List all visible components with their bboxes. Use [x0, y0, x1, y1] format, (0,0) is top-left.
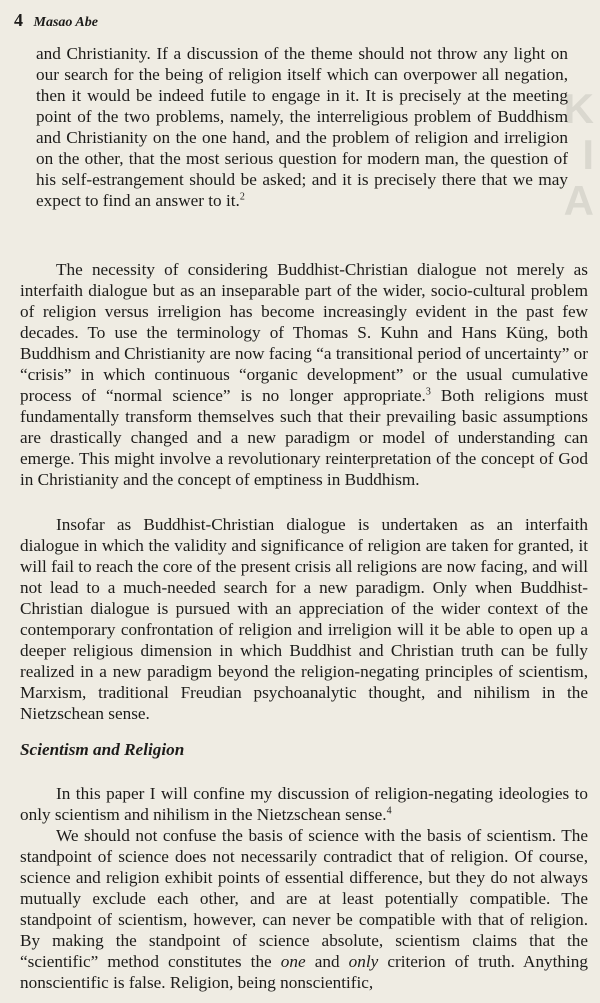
page-header — [14, 10, 98, 31]
paragraph-text-end: criterion of truth. Anything nonscientific is false. Religion, being nonscientific, — [20, 952, 588, 992]
paragraph-science-vs-scientism — [20, 825, 588, 993]
running-head-author: Masao Abe — [33, 15, 98, 30]
paragraph-text: In this paper I will confine my discussion of religion-negating ideologies to only scientism and nihilism in the Nietzschean sense. — [20, 784, 588, 824]
paragraph-paper-scope — [20, 783, 588, 825]
paragraph-insofar — [20, 514, 588, 724]
footnote-marker: 2 — [239, 191, 245, 203]
paragraph-text: Insofar as Buddhist-Christian dialogue is undertaken as an interfaith dialogue in which the validity and significance of religion are taken for granted, it will fail to reach the core of the present crisis all religions are now facing, and will not lead to a much-needed search for a new paradigm. Only when Buddhist-Christian dialogue is pursued with an appreciation of the wider context of the contemporary confrontation of religion and irreligion will it be able to open up a deeper religious dimension in which Buddhist and Christian truth can be fully realized in a new paradigm beyond the religion-negating principles of scientism, Marxism, traditional Freudian psychoanalytic thought, and nihilism in the Nietzschean sense. — [20, 515, 588, 723]
bleed-through-text: K I A — [563, 85, 594, 224]
emphasis-one: one — [280, 952, 306, 971]
page-number: 4 — [14, 10, 23, 30]
section-heading: Scientism and Religion — [20, 740, 185, 759]
paragraph-necessity — [20, 259, 588, 490]
block-quote — [36, 43, 568, 211]
paragraph-text: We should not confuse the basis of science with the basis of scientism. The standpoint of science does not necessarily contradict that of religion. Of course, science and religion exhibit points of essential difference, but they do not always mutually exclude each other, and are at least potentially compatible. The standpoint of scientism, however, can never be compatible with that of religion. By making the standpoint of science absolute, scientism claims that the “scientific” method constitutes the — [20, 826, 588, 971]
footnote-marker: 3 — [425, 386, 431, 398]
block-quote-text: and Christianity. If a discussion of the theme should not throw any light on our search for the being of religion itself which can overpower all negation, then it would be indeed futile to engage in it. It is precisely at the meeting point of the two problems, namely, the interreligious problem of Buddhism and Christianity on the one hand, and the problem of religion and irreligion on the other, that the most serious question for modern man, the question of his self-estrangement should be asked; and it is precisely there that we may expect to find an answer to it. — [36, 44, 568, 210]
paragraph-text: The necessity of considering Buddhist-Christian dialogue not merely as interfaith dialogue but as an inseparable part of the wider, socio-cultural problem of religion versus irreligion has become increasingly evident in the past few decades. To use the terminology of Thomas S. Kuhn and Hans Küng, both Buddhism and Christianity are now facing “a transitional period of uncertainty” or “crisis” in which continuous “organic development” or the usual cumulative process of “normal science” is no longer appropriate. — [20, 260, 588, 405]
emphasis-only: only — [348, 952, 379, 971]
footnote-marker: 4 — [386, 805, 392, 817]
paragraph-text-continued: Both religions must fundamentally transform themselves such that their prevailing basic assumptions are drastically changed and a new paradigm or model of understanding can emerge. This might involve a revolutionary reinterpretation of the concept of God in Christianity and the concept of emptiness in Buddhism. — [20, 386, 589, 489]
paragraph-text-mid: and — [305, 952, 349, 971]
